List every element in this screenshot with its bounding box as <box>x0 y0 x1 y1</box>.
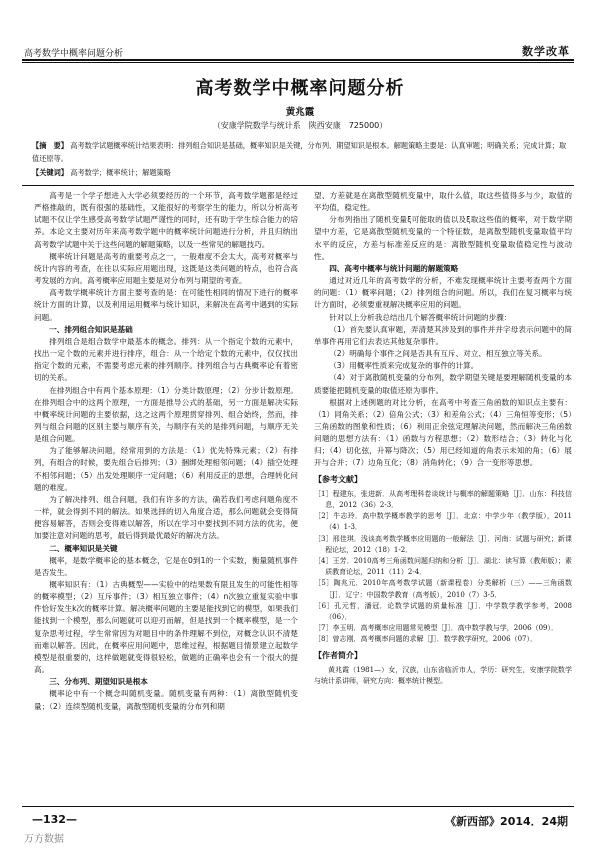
body-paragraph: 针对以上分析我总结出几个解答概率统计问题的步骤： <box>329 312 512 322</box>
reference-text: 曾志刚．高考概率问题的求解［J］．数学教学研究，2006（07）． <box>332 635 537 644</box>
body-column-left <box>34 190 298 802</box>
reference-number: ［4］ <box>314 556 333 565</box>
section-label: 【参考文献】 <box>314 474 362 484</box>
body-paragraph: 为了能够解决问题，经常用到的方法是：（1）优先特殊元素；（2）有排列，有组合的时候，要先组合后排列；（3）捆绑处理相邻问题；（4）插空处理不相邻问题；（5）出发处理顺序一定问题；（6）利用反正的思想，合理转化问题的难度。 <box>34 446 298 492</box>
reference-number: ［5］ <box>314 579 334 588</box>
body-column-right <box>314 190 572 802</box>
reference-text: 李玉明．高考概率应用题常见模型［J］．高中数学教与学，2006（09）． <box>332 624 558 633</box>
article-author: 黄兆霞 <box>285 107 315 118</box>
reference-text: 孔元哲，潘冠．论数学试题的质量标准［J］．中学数学教学参考，2008（06）． <box>325 601 572 621</box>
section-heading: 二、概率知识是关键 <box>49 543 118 553</box>
journal-issue: 《新西部》2014．24期 <box>445 815 568 828</box>
author-bio: 黄兆霞（1981—）女，汉族，山东省临沂市人，学历：研究生，安康学院数学与统计系讲师，研究方向：概率统计模型。 <box>314 665 572 685</box>
reference-text: 牛志玲．高中数学概率教学的思考［J］．北京：中学少年（教学版），2011（4）1-3． <box>325 512 572 532</box>
reference-item <box>314 511 572 533</box>
reference-item <box>314 634 572 645</box>
section-heading: 四、高考中概率与统计问题的解题策略 <box>329 263 459 273</box>
abstract-text: 高考数学试题概率统计结果表明：排列组合知识是基础，概率知识是关键，分布列、期望知识是根本。解题策略主要是：认真审题；明确关系；完成计算；取值还原等。 <box>32 141 567 163</box>
reference-item <box>314 489 572 511</box>
body-paragraph: （3）用概率性质来完成复杂的事件的计算。 <box>329 361 479 371</box>
reference-number: ［8］ <box>314 635 333 644</box>
header-rule-thin <box>22 62 574 63</box>
body-paragraph: 概率，是数学概率论的基本概念，它是在0到1的一个实数，衡量随机事件是否发生。 <box>34 555 298 577</box>
abstract-label: 【摘 要】 <box>32 141 68 150</box>
section-label: 【作者简介】 <box>314 650 362 660</box>
reference-number: ［7］ <box>314 624 333 633</box>
header-rule-thick <box>22 59 574 61</box>
body-paragraph: 高考数学概率统计方面主要考查的是：在可能性相同的情况下进行的概率统计方面的计算，以及利用运用概率与统计知识，来解决在高考中遇到的实际问题。 <box>34 288 298 322</box>
body-paragraph: 概率论中有一个概念叫随机变量。随机变量有两种：（1）离散型随机变量；（2）连续型随机变量，离散型随机变量的分布列和期 <box>34 689 298 711</box>
running-header-title: 高考数学中概率问题分析 <box>24 49 124 59</box>
body-paragraph: 通过对近几年的高考数学的分析，不难发现概率统计主要考查两个方面的问题：（1）概率问题；（2）排列组合的问题。所以，我们在复习概率与统计方面时，必须要重视解决概率应用的问题。 <box>314 276 572 310</box>
keywords <box>32 167 572 179</box>
body-paragraph: 根据对上述例题的对比分析，在高考中考查三角函数的知识点主要有：（1）同角关系；（2）倍角公式；（3）和差角公式；（4）三角恒等变形；（5）三角函数的图象和性质；（6）利用正余弦定理解决问题，然而解决三角函数问题的思想方法有：（1）函数与方程思想；（2）数形结合；（3）转化与化归；（4）切化弦，升幂与降次；（5）用已经知道的角表示未知的角；（6）展开与合并；（7）边角互化；（8）消角转化；（9）合一变形等思想。 <box>314 397 572 468</box>
reference-number: ［6］ <box>314 601 335 610</box>
reference-item <box>314 556 572 578</box>
body-paragraph: （2）明确每个事件之间是否具有互斥、对立、相互独立等关系。 <box>329 349 547 359</box>
reference-item <box>314 601 572 623</box>
reference-number: ［3］ <box>314 534 333 543</box>
body-paragraph: 为了解决排列、组合问题，我们有许多的方法，确若我们考虑问题角度不一样，就会得到不同的解法。如果选择的切入角度合适，那么问题就会变得简便容易解答，否则会变得难以解答，所以在学习中要找到不同方法的优劣，便加要注意对问题的思考，最后得到最优最好的解决方法。 <box>34 494 298 541</box>
body-paragraph: 概率知识有：（1）古典概型——实验中的结果数有限且发生的可能性相等的概率模型；（2）互斥事件；（3）相互独立事件；（4）n次独立重复实验中事件恰好发生k次的概率计算。解决概率问题的主要是能找到它的模型，如果我们能找到一个模型，那么问题就可以迎刃而解，但是找到一个概率模型，是一个复杂思考过程，学生常常因为对题目中的条件理解不到位，对概念认识不清楚而难以解答。因此，在概率应用问题中，思维过程，根据题目情景建立起数学模型是很重要的，这样做题就变得很轻松，做题的正确率也会有一个很大的提高。 <box>34 580 298 675</box>
page-number: —132— <box>32 813 77 826</box>
reference-text: 邢佳琪．浅谈高考数学概率应用题的一般解法［J］．河南：试题与研究；新课程论坛，2012（18）1-2． <box>325 534 572 554</box>
abstract <box>32 139 572 165</box>
body-paragraph: 高考是一个学子想进入大学必须要经历的一个环节，高考数学题都是经过严格推敲的，既有很强的基础性，又能很好的考察学生的能力，所以分析高考试题不仅让学生感受高考数学试题严谨性的同时，还有助于学生综合能力的培养。本论文主要对历年来高考数学题中的概率统计问题进行分析，并且归纳出高考数学试题中关于这些问题的解题策略，以及一些常见的解题技巧。 <box>34 191 298 249</box>
body-paragraph: 概率统计问题是高考的重要考点之一，一般难度不会太大，高考对概率与统计内容的考查，在往以实际应用题出现，这既是这类问题的特点，也符合高考发展的方向。高考概率应用题主要是对分布列与期望的考查。 <box>34 251 298 286</box>
author-affiliation: （安康学院数学与统计系 陕西安康 725000） <box>212 121 388 130</box>
body-paragraph: （1）首先要认真审题，弄清楚其涉及到的事件并并字母表示问题中的简单事件再用它们去表达其他复杂事件。 <box>314 324 572 346</box>
article-title: 高考数学中概率问题分析 <box>195 78 405 99</box>
reference-item <box>314 534 572 556</box>
body-paragraph: 分布列指出了随机变量ξ可能取的值以及ξ取这些值的概率，对于数学期望中方差，它是离散型随机变量的一个特征数，是离散型随机变量取值平均水平的反应，方差与标准差反应的是：离散型随机变量取值稳定性与波动性。 <box>314 215 572 261</box>
database-watermark: 万方数据 <box>24 834 64 845</box>
reference-number: ［2］ <box>314 512 334 521</box>
keywords-text: 高考数学；概率统计；解题策略 <box>70 168 171 177</box>
body-paragraph: 排列组合是组合数学中最基本的概念。排列：从一个指定个数的元素中，找出一定个数的元素并进行排序，组合：从一个给定个数的元素中，仅仅找出指定个数的元素，不需要考虑元素的排列顺序。排列组合与古典概率论有着密切的关系。 <box>34 336 298 383</box>
running-header-section: 数学改革 <box>522 45 570 58</box>
body-paragraph: （4）对于离散随机变量的分布列，数学期望关键是要理解随机变量的本质要能把随机变量的取值还原为事件。 <box>314 373 572 395</box>
reference-number: ［1］ <box>314 489 333 498</box>
section-heading: 一、排列组合知识是基础 <box>49 324 133 334</box>
section-heading: 三、分布列、期望知识是根本 <box>49 677 148 687</box>
reference-item <box>314 623 572 634</box>
reference-text: 陶兆元．2010年高考数学试题（新课程卷）分类解析（三）——三角函数［J］．辽宁：中国数学教育（高考版），2010（7）3-5． <box>325 579 572 599</box>
abstract-divider <box>22 185 574 186</box>
reference-text: 王芳．2010高考三角函数问题归纳和分析［J］．湖北：读写算（教师版）；素质教育论坛，2011（11）2-4． <box>325 556 572 577</box>
body-paragraph: 望、方差就是在离散型随机变量中，取什么值，取这些值得多与少，取值的平均值，稳定性。 <box>314 191 572 213</box>
reference-item <box>314 578 572 600</box>
keywords-label: 【关键词】 <box>32 168 68 177</box>
reference-text: 程建东，张进新．从高考理科卷谈统计与概率的解题策略［J］．山东：科技信息，2012（36）2-3． <box>325 489 572 509</box>
footer-rule <box>22 806 574 807</box>
body-paragraph: 在排列组合中有两个基本原理：（1）分类计数原理；（2）分步计数原理。在排列组合中的这两个原理，一方面是推导公式的基础，另一方面是解决实际中概率统计问题的主要依据，这之这两个原理贯穿排列、组合始终，然而，排列与组合问题的区别主要与顺序有关，与顺序有关的是排列问题，与顺序无关是组合问题。 <box>34 385 298 444</box>
